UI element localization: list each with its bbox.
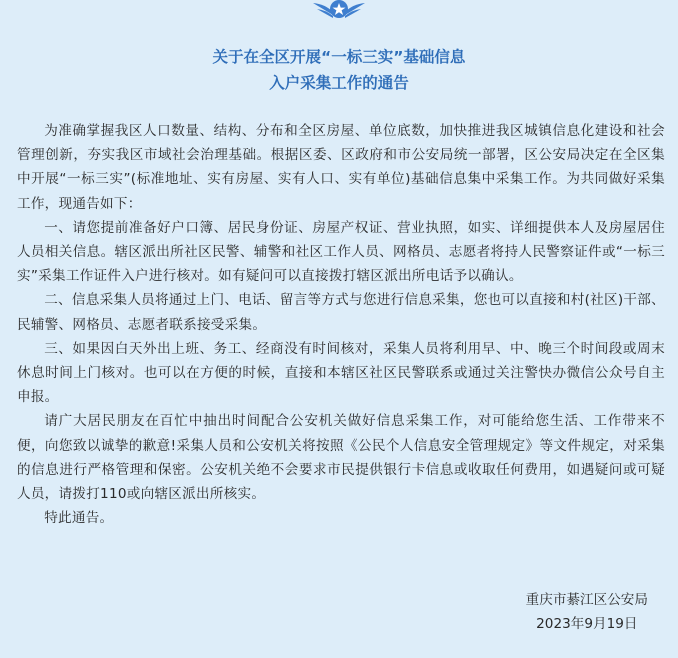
title-line-1: 关于在全区开展“一标三实”基础信息 xyxy=(212,48,466,66)
item-two-paragraph: 二、信息采集人员将通过上门、电话、留言等方式与您进行信息采集，您也可以直接和村(社区)干部、民辅警、网格员、志愿者联系接受采集。 xyxy=(17,292,665,333)
closing-paragraph: 特此通告。 xyxy=(44,510,114,527)
appeal-paragraph: 请广大居民朋友在百忙中抽出时间配合公安机关做好信息采集工作，对可能给您生活、工作带来不便，向您致以诚挚的歉意!采集人员和公安机关将按照《公民个人信息安全管理规定》等文件规定，对采集的信息进行严格管理和保密。公安机关绝不会要求市民提供银行卡信息或收取任何费用，如遇疑问或可疑人员，请拨打110或向辖区派出所核实。 xyxy=(17,413,665,503)
notice-title xyxy=(0,44,678,96)
title-line-2: 入户采集工作的通告 xyxy=(269,74,409,92)
issuing-organization: 重庆市綦江区公安局 xyxy=(525,592,648,608)
issue-date: 2023年9月19日 xyxy=(536,616,638,632)
police-emblem-icon xyxy=(311,0,367,22)
notice-body xyxy=(17,119,665,530)
signature-block xyxy=(526,588,648,636)
item-three-paragraph: 三、如果因白天外出上班、务工、经商没有时间核对，采集人员将利用早、中、晚三个时间段或周末休息时间上门核对。也可以在方便的时候，直接和本辖区社区民警联系或通过关注警快办微信公众号自主申报。 xyxy=(17,340,665,406)
item-one-paragraph: 一、请您提前准备好户口簿、居民身份证、房屋产权证、营业执照，如实、详细提供本人及房屋居住人员相关信息。辖区派出所社区民警、辅警和社区工作人员、网格员、志愿者将持人民警察证件或“一标三实”采集工作证件入户进行核对。如有疑问可以直接拨打辖区派出所电话予以确认。 xyxy=(17,219,665,285)
intro-paragraph: 为准确掌握我区人口数量、结构、分布和全区房屋、单位底数，加快推进我区城镇信息化建设和社会管理创新，夯实我区市域社会治理基础。根据区委、区政府和市公安局统一部署，区公安局决定在全区集中开展“一标三实”(标准地址、实有房屋、实有人口、实有单位)基础信息集中采集工作。为共同做好采集工作，现通告如下： xyxy=(17,123,665,212)
